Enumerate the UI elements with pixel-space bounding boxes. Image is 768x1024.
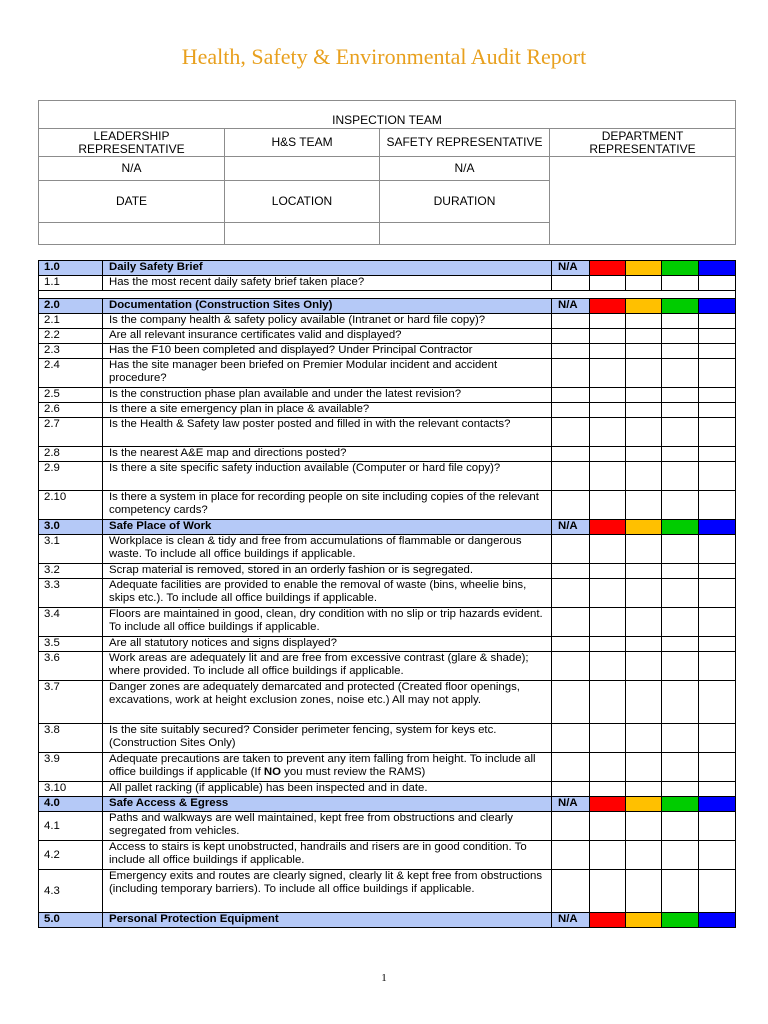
amber-rating-cell[interactable] — [626, 418, 662, 447]
section-row — [39, 261, 736, 276]
item-number: 2.6 — [39, 403, 103, 418]
amber-rating-cell[interactable] — [626, 359, 662, 388]
rating-swatch-green — [662, 261, 699, 276]
department-representative-value — [550, 157, 736, 245]
section-number: 1.0 — [39, 261, 103, 276]
inspection-team-header: INSPECTION TEAM — [39, 101, 736, 129]
green-rating-cell[interactable] — [662, 418, 699, 447]
green-rating-cell[interactable] — [662, 535, 699, 564]
na-cell[interactable] — [552, 753, 590, 782]
item-number: 4.3 — [39, 870, 103, 913]
duration-label: DURATION — [380, 181, 550, 223]
rating-swatch-green — [662, 299, 699, 314]
blue-rating-cell[interactable] — [699, 608, 736, 637]
amber-rating-cell[interactable] — [626, 608, 662, 637]
item-number: 3.9 — [39, 753, 103, 782]
amber-rating-cell[interactable] — [626, 447, 662, 462]
item-question: Danger zones are adequately demarcated and protected (Created floor openings, excavations, work at height exclusion zones, noise etc.) All may not apply. — [103, 681, 552, 724]
item-question: Work areas are adequately lit and are free from excessive contrast (glare & shade); where provided. To include all office buildings if applicable. — [103, 652, 552, 681]
na-cell[interactable] — [552, 462, 590, 491]
rating-swatch-amber — [626, 261, 662, 276]
checklist-item-row — [39, 753, 736, 782]
item-number: 2.1 — [39, 314, 103, 329]
section-status: N/A — [552, 913, 590, 928]
na-cell[interactable] — [552, 782, 590, 797]
green-rating-cell[interactable] — [662, 344, 699, 359]
section-row — [39, 913, 736, 928]
safety-representative-label: SAFETY REPRESENTATIVE — [380, 129, 550, 157]
blue-rating-cell[interactable] — [699, 276, 736, 291]
red-rating-cell[interactable] — [590, 870, 626, 913]
section-status: N/A — [552, 299, 590, 314]
amber-rating-cell[interactable] — [626, 652, 662, 681]
red-rating-cell[interactable] — [590, 608, 626, 637]
section-title: Daily Safety Brief — [103, 261, 552, 276]
hs-team-value — [225, 157, 380, 181]
rating-swatch-blue — [699, 520, 736, 535]
na-cell[interactable] — [552, 447, 590, 462]
checklist-item-row — [39, 359, 736, 388]
amber-rating-cell[interactable] — [626, 841, 662, 870]
item-number: 4.1 — [39, 812, 103, 841]
item-question — [103, 753, 552, 782]
item-question: Are all relevant insurance certificates valid and displayed? — [103, 329, 552, 344]
na-cell[interactable] — [552, 276, 590, 291]
item-number: 2.10 — [39, 491, 103, 520]
audit-checklist-table — [38, 260, 736, 928]
amber-rating-cell[interactable] — [626, 564, 662, 579]
rating-swatch-red — [590, 299, 626, 314]
na-cell[interactable] — [552, 681, 590, 724]
na-cell[interactable] — [552, 403, 590, 418]
item-number: 3.10 — [39, 782, 103, 797]
checklist-item-row — [39, 637, 736, 652]
na-cell[interactable] — [552, 535, 590, 564]
section-status: N/A — [552, 261, 590, 276]
na-cell[interactable] — [552, 608, 590, 637]
red-rating-cell[interactable] — [590, 535, 626, 564]
red-rating-cell[interactable] — [590, 724, 626, 753]
item-number: 3.1 — [39, 535, 103, 564]
blue-rating-cell[interactable] — [699, 418, 736, 447]
red-rating-cell[interactable] — [590, 579, 626, 608]
blue-rating-cell[interactable] — [699, 359, 736, 388]
red-rating-cell[interactable] — [590, 652, 626, 681]
item-number: 3.7 — [39, 681, 103, 724]
red-rating-cell[interactable] — [590, 753, 626, 782]
checklist-item-row — [39, 564, 736, 579]
checklist-item-row — [39, 344, 736, 359]
red-rating-cell[interactable] — [590, 344, 626, 359]
checklist-item-row — [39, 681, 736, 724]
item-number: 3.3 — [39, 579, 103, 608]
checklist-item-row — [39, 812, 736, 841]
leadership-representative-label: LEADERSHIP REPRESENTATIVE — [39, 129, 225, 157]
item-question: Is there a site specific safety induction available (Computer or hard file copy)? — [103, 462, 552, 491]
green-rating-cell[interactable] — [662, 841, 699, 870]
green-rating-cell[interactable] — [662, 388, 699, 403]
blue-rating-cell[interactable] — [699, 329, 736, 344]
green-rating-cell[interactable] — [662, 359, 699, 388]
blue-rating-cell[interactable] — [699, 637, 736, 652]
green-rating-cell[interactable] — [662, 314, 699, 329]
na-cell[interactable] — [552, 870, 590, 913]
green-rating-cell[interactable] — [662, 681, 699, 724]
amber-rating-cell[interactable] — [626, 491, 662, 520]
blue-rating-cell[interactable] — [699, 812, 736, 841]
item-number: 3.8 — [39, 724, 103, 753]
amber-rating-cell[interactable] — [626, 276, 662, 291]
checklist-item-row — [39, 447, 736, 462]
page-title: Health, Safety & Environmental Audit Report — [181, 44, 587, 69]
item-number: 3.6 — [39, 652, 103, 681]
section-row — [39, 797, 736, 812]
item-question: Adequate facilities are provided to enable the removal of waste (bins, wheelie bins, skips etc.). To include all office buildings if applicable. — [103, 579, 552, 608]
item-question: Workplace is clean & tidy and free from accumulations of flammable or dangerous waste. To include all office buildings if applicable. — [103, 535, 552, 564]
green-rating-cell[interactable] — [662, 403, 699, 418]
date-value — [39, 223, 225, 245]
na-cell[interactable] — [552, 812, 590, 841]
green-rating-cell[interactable] — [662, 753, 699, 782]
item-question: Floors are maintained in good, clean, dry condition with no slip or trip hazards evident. To include all office buildings if applicable. — [103, 608, 552, 637]
na-cell[interactable] — [552, 652, 590, 681]
item-question: Access to stairs is kept unobstructed, handrails and risers are in good condition. To include all office buildings if applicable. — [103, 841, 552, 870]
rating-swatch-amber — [626, 299, 662, 314]
checklist-item-row — [39, 608, 736, 637]
rating-swatch-green — [662, 913, 699, 928]
na-cell[interactable] — [552, 359, 590, 388]
audit-checklist-body — [39, 261, 736, 928]
blue-rating-cell[interactable] — [699, 403, 736, 418]
item-question: Has the most recent daily safety brief taken place? — [103, 276, 552, 291]
blue-rating-cell[interactable] — [699, 753, 736, 782]
green-rating-cell[interactable] — [662, 462, 699, 491]
green-rating-cell[interactable] — [662, 870, 699, 913]
leadership-representative-value: N/A — [39, 157, 225, 181]
item-question: Is the Health & Safety law poster posted and filled in with the relevant contacts? — [103, 418, 552, 447]
section-number: 5.0 — [39, 913, 103, 928]
checklist-item-row — [39, 841, 736, 870]
amber-rating-cell[interactable] — [626, 462, 662, 491]
item-question-part: Adequate precautions are taken to prevent any item falling from height. To include all office buildings if applicable (If — [109, 753, 536, 778]
item-question: Is the nearest A&E map and directions posted? — [103, 447, 552, 462]
na-cell[interactable] — [552, 344, 590, 359]
blue-rating-cell[interactable] — [699, 491, 736, 520]
red-rating-cell[interactable] — [590, 564, 626, 579]
red-rating-cell[interactable] — [590, 329, 626, 344]
blue-rating-cell[interactable] — [699, 841, 736, 870]
item-question: Paths and walkways are well maintained, kept free from obstructions and clearly segregated from vehicles. — [103, 812, 552, 841]
checklist-item-row — [39, 329, 736, 344]
rating-swatch-blue — [699, 913, 736, 928]
inspection-team-table — [38, 100, 736, 245]
checklist-item-row — [39, 314, 736, 329]
section-row — [39, 299, 736, 314]
section-title: Safe Place of Work — [103, 520, 552, 535]
blue-rating-cell[interactable] — [699, 579, 736, 608]
item-number: 2.8 — [39, 447, 103, 462]
blue-rating-cell[interactable] — [699, 782, 736, 797]
amber-rating-cell[interactable] — [626, 812, 662, 841]
green-rating-cell[interactable] — [662, 637, 699, 652]
checklist-item-row — [39, 652, 736, 681]
spacer-cell — [39, 291, 736, 299]
item-number: 2.7 — [39, 418, 103, 447]
section-title: Personal Protection Equipment — [103, 913, 552, 928]
amber-rating-cell[interactable] — [626, 724, 662, 753]
item-number: 2.3 — [39, 344, 103, 359]
checklist-item-row — [39, 462, 736, 491]
location-value — [225, 223, 380, 245]
rating-swatch-amber — [626, 797, 662, 812]
checklist-item-row — [39, 535, 736, 564]
rating-swatch-red — [590, 913, 626, 928]
item-number: 2.9 — [39, 462, 103, 491]
rating-swatch-blue — [699, 261, 736, 276]
blue-rating-cell[interactable] — [699, 724, 736, 753]
item-question-emphasis: NO — [263, 766, 282, 778]
item-question: Is the company health & safety policy available (Intranet or hard file copy)? — [103, 314, 552, 329]
blue-rating-cell[interactable] — [699, 388, 736, 403]
na-cell[interactable] — [552, 564, 590, 579]
green-rating-cell[interactable] — [662, 564, 699, 579]
na-cell[interactable] — [552, 724, 590, 753]
blue-rating-cell[interactable] — [699, 681, 736, 724]
green-rating-cell[interactable] — [662, 812, 699, 841]
amber-rating-cell[interactable] — [626, 579, 662, 608]
blue-rating-cell[interactable] — [699, 870, 736, 913]
rating-swatch-green — [662, 520, 699, 535]
red-rating-cell[interactable] — [590, 314, 626, 329]
checklist-item-row — [39, 388, 736, 403]
green-rating-cell[interactable] — [662, 491, 699, 520]
red-rating-cell[interactable] — [590, 418, 626, 447]
red-rating-cell[interactable] — [590, 388, 626, 403]
item-number: 2.4 — [39, 359, 103, 388]
na-cell[interactable] — [552, 314, 590, 329]
rating-swatch-red — [590, 520, 626, 535]
page-number: 1 — [381, 972, 387, 984]
section-number: 4.0 — [39, 797, 103, 812]
green-rating-cell[interactable] — [662, 447, 699, 462]
item-question: Has the site manager been briefed on Premier Modular incident and accident procedure? — [103, 359, 552, 388]
checklist-item-row — [39, 870, 736, 913]
red-rating-cell[interactable] — [590, 841, 626, 870]
blue-rating-cell[interactable] — [699, 447, 736, 462]
section-status: N/A — [552, 797, 590, 812]
item-number: 3.5 — [39, 637, 103, 652]
rating-swatch-amber — [626, 520, 662, 535]
amber-rating-cell[interactable] — [626, 870, 662, 913]
amber-rating-cell[interactable] — [626, 753, 662, 782]
date-label: DATE — [39, 181, 225, 223]
amber-rating-cell[interactable] — [626, 344, 662, 359]
item-question: Are all statutory notices and signs displayed? — [103, 637, 552, 652]
red-rating-cell[interactable] — [590, 462, 626, 491]
blue-rating-cell[interactable] — [699, 344, 736, 359]
rating-swatch-green — [662, 797, 699, 812]
red-rating-cell[interactable] — [590, 681, 626, 724]
red-rating-cell[interactable] — [590, 637, 626, 652]
red-rating-cell[interactable] — [590, 403, 626, 418]
red-rating-cell[interactable] — [590, 812, 626, 841]
red-rating-cell[interactable] — [590, 447, 626, 462]
amber-rating-cell[interactable] — [626, 314, 662, 329]
department-representative-label: DEPARTMENT REPRESENTATIVE — [550, 129, 736, 157]
item-number: 2.2 — [39, 329, 103, 344]
na-cell[interactable] — [552, 329, 590, 344]
item-question: Scrap material is removed, stored in an orderly fashion or is segregated. — [103, 564, 552, 579]
safety-representative-value: N/A — [380, 157, 550, 181]
blue-rating-cell[interactable] — [699, 564, 736, 579]
item-number: 3.2 — [39, 564, 103, 579]
amber-rating-cell[interactable] — [626, 535, 662, 564]
red-rating-cell[interactable] — [590, 782, 626, 797]
checklist-item-row — [39, 782, 736, 797]
item-question: Is the construction phase plan available and under the latest revision? — [103, 388, 552, 403]
item-number: 4.2 — [39, 841, 103, 870]
checklist-item-row — [39, 724, 736, 753]
item-question: Has the F10 been completed and displayed? Under Principal Contractor — [103, 344, 552, 359]
checklist-item-row — [39, 418, 736, 447]
item-question: All pallet racking (if applicable) has been inspected and in date. — [103, 782, 552, 797]
spacer-row — [39, 291, 736, 299]
item-question: Is there a site emergency plan in place & available? — [103, 403, 552, 418]
blue-rating-cell[interactable] — [699, 535, 736, 564]
green-rating-cell[interactable] — [662, 782, 699, 797]
green-rating-cell[interactable] — [662, 608, 699, 637]
blue-rating-cell[interactable] — [699, 462, 736, 491]
na-cell[interactable] — [552, 418, 590, 447]
amber-rating-cell[interactable] — [626, 637, 662, 652]
section-number: 2.0 — [39, 299, 103, 314]
checklist-item-row — [39, 403, 736, 418]
amber-rating-cell[interactable] — [626, 681, 662, 724]
na-cell[interactable] — [552, 579, 590, 608]
green-rating-cell[interactable] — [662, 652, 699, 681]
green-rating-cell[interactable] — [662, 579, 699, 608]
rating-swatch-blue — [699, 299, 736, 314]
na-cell[interactable] — [552, 388, 590, 403]
item-question-part: you must review the RAMS) — [281, 766, 426, 778]
na-cell[interactable] — [552, 841, 590, 870]
amber-rating-cell[interactable] — [626, 403, 662, 418]
green-rating-cell[interactable] — [662, 276, 699, 291]
green-rating-cell[interactable] — [662, 724, 699, 753]
red-rating-cell[interactable] — [590, 359, 626, 388]
item-number: 1.1 — [39, 276, 103, 291]
amber-rating-cell[interactable] — [626, 388, 662, 403]
item-question: Is the site suitably secured? Consider perimeter fencing, system for keys etc. (Construction Sites Only) — [103, 724, 552, 753]
na-cell[interactable] — [552, 491, 590, 520]
location-label: LOCATION — [225, 181, 380, 223]
item-question: Emergency exits and routes are clearly signed, clearly lit & kept free from obstructions (including temporary barriers). To include all office buildings if applicable. — [103, 870, 552, 913]
amber-rating-cell[interactable] — [626, 782, 662, 797]
rating-swatch-red — [590, 797, 626, 812]
rating-swatch-blue — [699, 797, 736, 812]
green-rating-cell[interactable] — [662, 329, 699, 344]
item-question: Is there a system in place for recording people on site including copies of the relevant competency cards? — [103, 491, 552, 520]
blue-rating-cell[interactable] — [699, 314, 736, 329]
red-rating-cell[interactable] — [590, 276, 626, 291]
hs-team-label: H&S TEAM — [225, 129, 380, 157]
red-rating-cell[interactable] — [590, 491, 626, 520]
section-title: Safe Access & Egress — [103, 797, 552, 812]
section-number: 3.0 — [39, 520, 103, 535]
rating-swatch-amber — [626, 913, 662, 928]
checklist-item-row — [39, 276, 736, 291]
section-status: N/A — [552, 520, 590, 535]
item-number: 3.4 — [39, 608, 103, 637]
section-title: Documentation (Construction Sites Only) — [103, 299, 552, 314]
rating-swatch-red — [590, 261, 626, 276]
na-cell[interactable] — [552, 637, 590, 652]
checklist-item-row — [39, 491, 736, 520]
section-row — [39, 520, 736, 535]
checklist-item-row — [39, 579, 736, 608]
item-number: 2.5 — [39, 388, 103, 403]
amber-rating-cell[interactable] — [626, 329, 662, 344]
duration-value — [380, 223, 550, 245]
blue-rating-cell[interactable] — [699, 652, 736, 681]
